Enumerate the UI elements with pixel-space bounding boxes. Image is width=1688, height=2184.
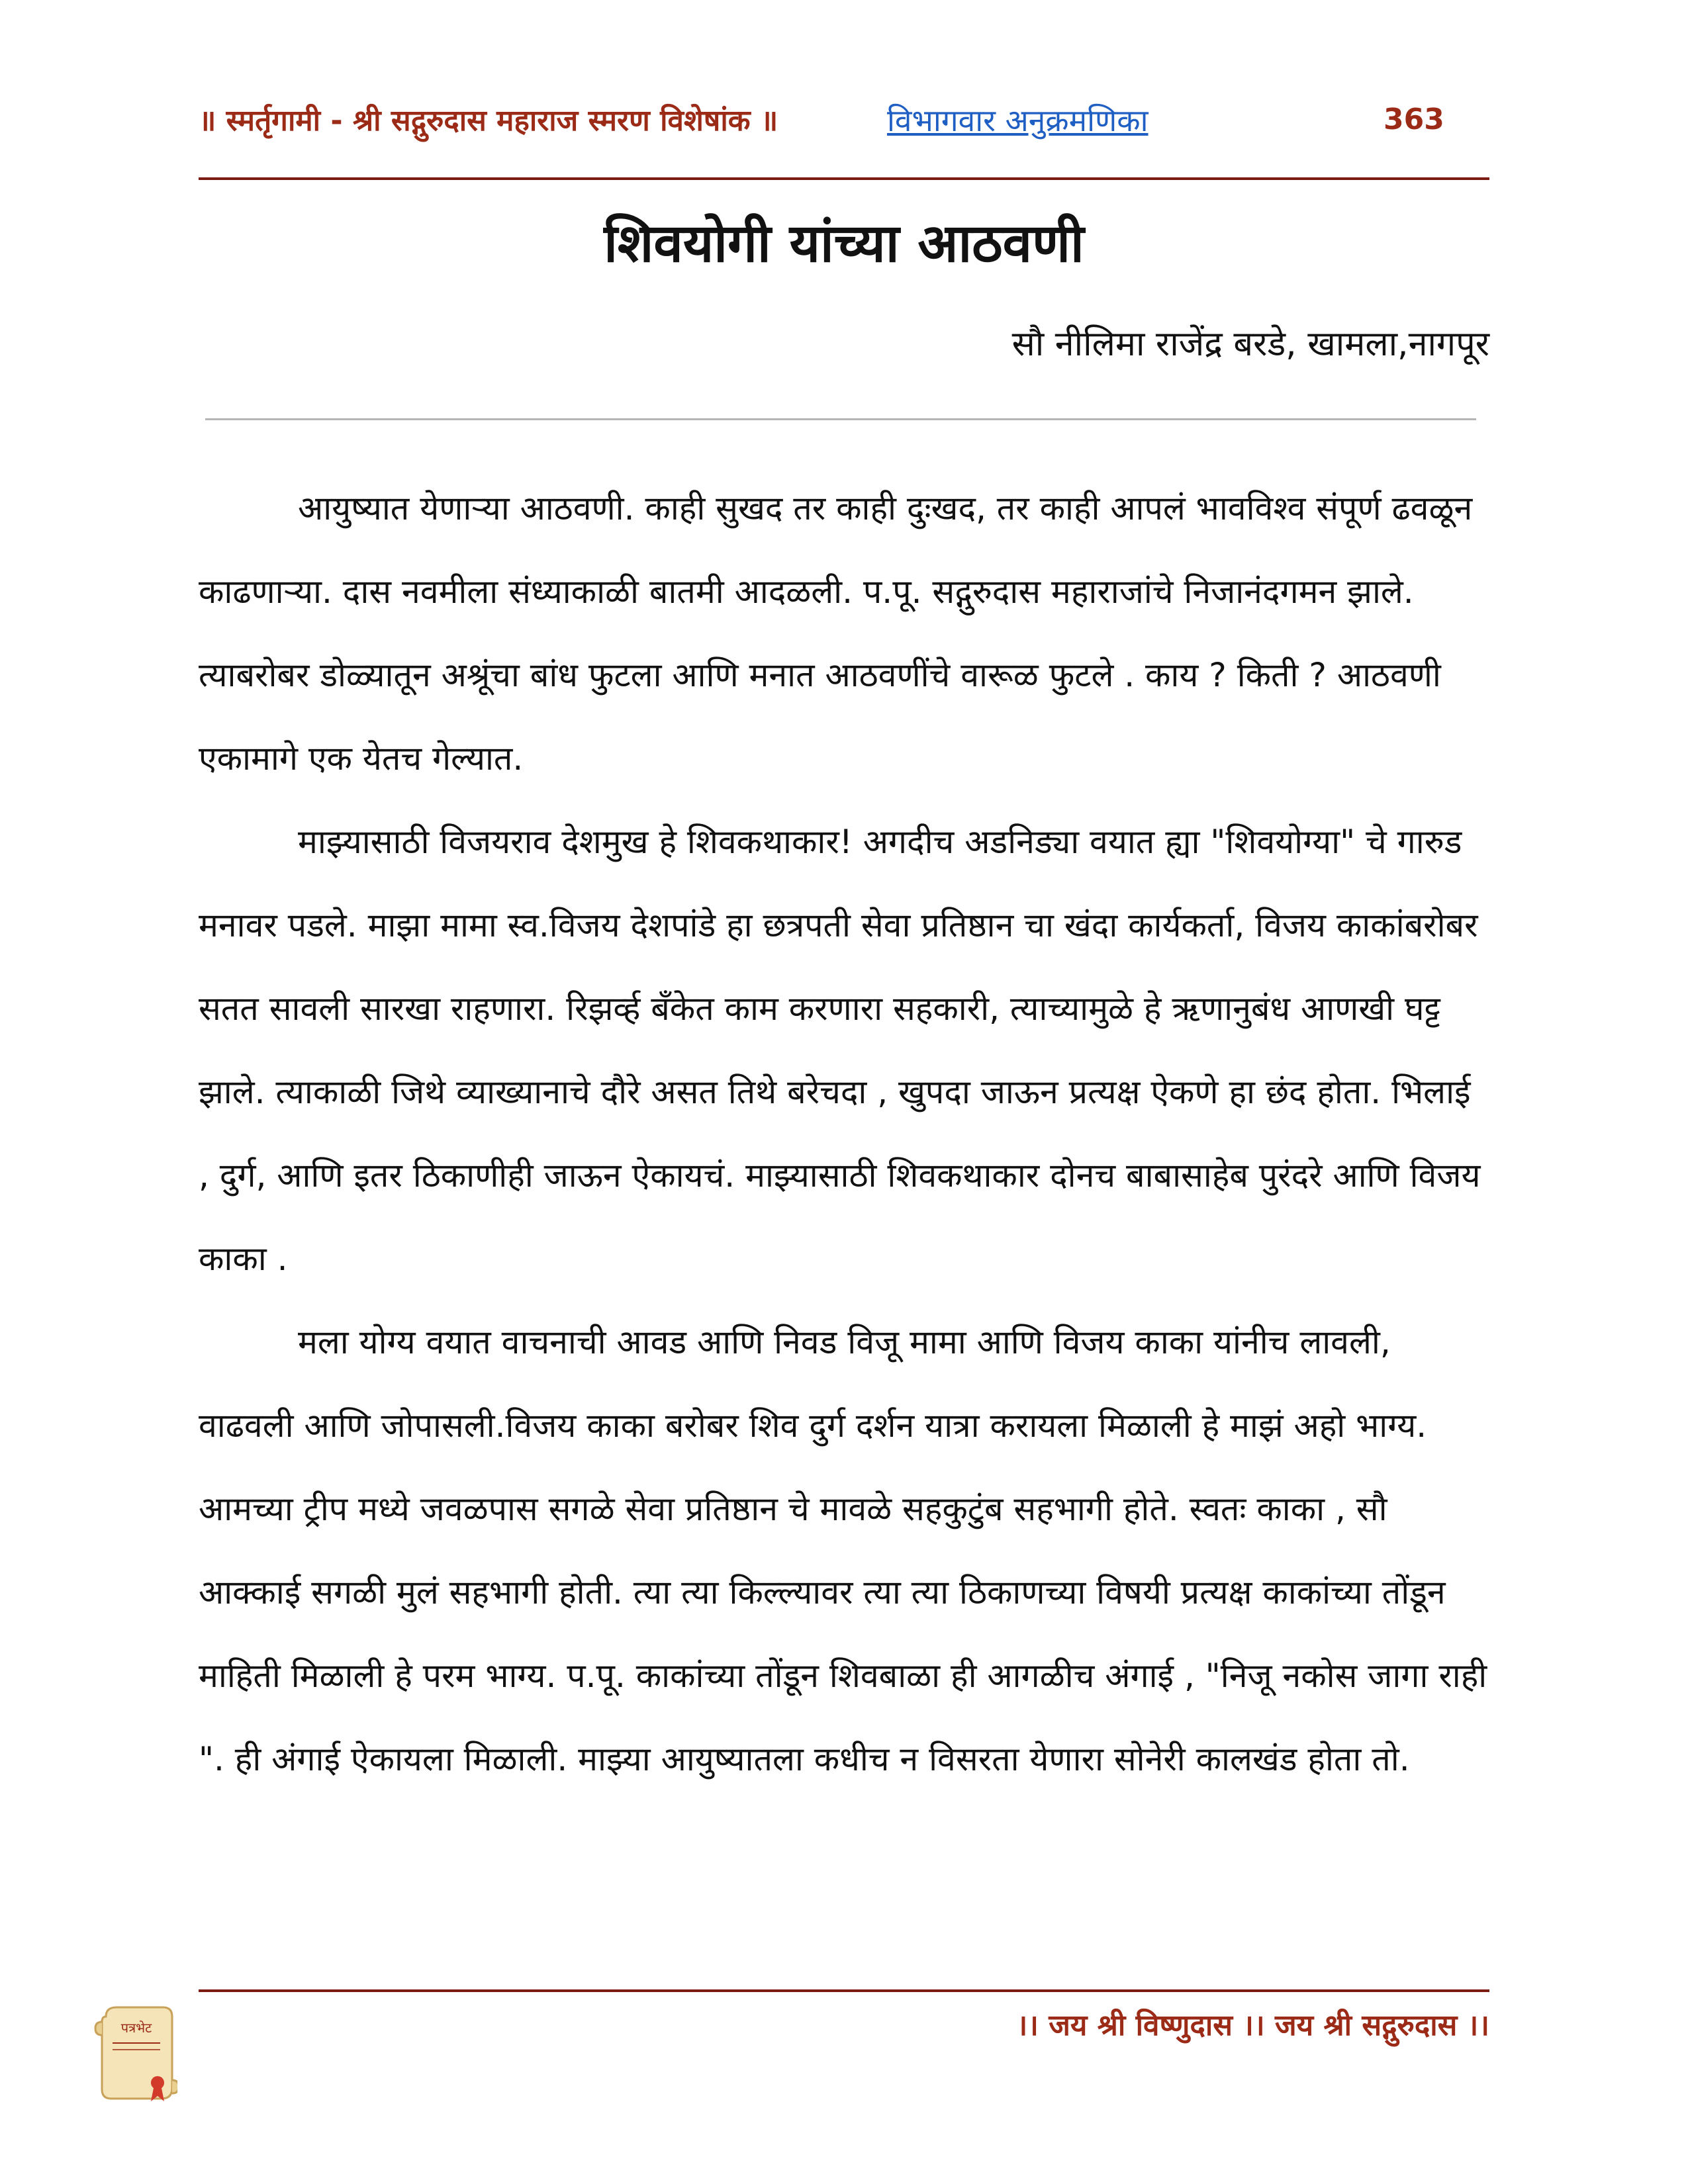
footer-slogan: ।। जय श्री विष्णुदास ।। जय श्री सद्गुरुदास ।।: [1016, 2009, 1489, 2042]
paragraph: माझ्यासाठी विजयराव देशमुख हे शिवकथाकार! अगदीच अडनिड्या वयात ह्या "शिवयोग्या" चे गारुड मनावर पडले. माझा मामा स्व.विजय देशपांडे हा छत्रपती सेवा प्रतिष्ठान चा खंदा कार्यकर्ता, विजय काकांबरोबर सतत सावली सारखा राहणारा. रिझर्व्ह बँकेत काम करणारा सहकारी, त्याच्यामुळे हे ऋणानुबंध आणखी घट्ट झाले. त्याकाळी जिथे व्याख्यानाचे दौरे असत तिथे बरेचदा , खुपदा जाऊन प्रत्यक्ष ऐकणे हा छंद होता. भिलाई , दुर्ग, आणि इतर ठिकाणीही जाऊन ऐकायचं. माझ्यासाठी शिवकथाकार दोनच बाबासाहेब पुरंदरे आणि विजय काका .: [199, 823, 1481, 1278]
svg-text:पत्रभेट: पत्रभेट: [120, 2020, 152, 2036]
page-number: 363: [1383, 103, 1444, 136]
magazine-title: ॥ स्मर्तृगामी - श्री सद्गुरुदास महाराज स्मरण विशेषांक ॥: [199, 104, 778, 138]
section-index-link[interactable]: विभागवार अनुक्रमणिका: [887, 103, 1149, 138]
paragraph: मला योग्य वयात वाचनाची आवड आणि निवड विजू मामा आणि विजय काका यांनीच लावली, वाढवली आणि जोपासली.विजय काका बरोबर शिव दुर्ग दर्शन यात्रा करायला मिळाली हे माझं अहो भाग्य. आमच्या ट्रीप मध्ये जवळपास सगळे सेवा प्रतिष्ठान चे मावळे सहकुटुंब सहभागी होते. स्वतः काका , सौ आक्काई सगळी मुलं सहभागी होती. त्या त्या किल्ल्यावर त्या त्या ठिकाणच्या विषयी प्रत्यक्ष काकांच्या तोंडून माहिती मिळाली हे परम भाग्य. प.पू. काकांच्या तोंडून शिवबाळा ही आगळीच अंगाई , "निजू नकोस जागा राही ". ही अंगाई ऐकायला मिळाली. माझ्या आयुष्यातला कधीच न विसरता येणारा सोनेरी कालखंड होता तो.: [199, 1323, 1487, 1778]
header-divider: [199, 177, 1489, 180]
footer-divider: [199, 1989, 1489, 1992]
patrabhet-logo-icon: [91, 2002, 177, 2108]
title-divider: [205, 418, 1476, 420]
paragraph: आयुष्यात येणाऱ्या आठवणी. काही सुखद तर काही दुःखद, तर काही आपलं भावविश्व संपूर्ण ढवळून काढणाऱ्या. दास नवमीला संध्याकाळी बातमी आदळली. प.पू. सद्गुरुदास महाराजांचे निजानंदगमन झाले. त्याबरोबर डोळ्यातून अश्रूंचा बांध फुटला आणि मनात आठवणींचे वारूळ फुटले . काय ? किती ? आठवणी एकामागे एक येतच गेल्यात.: [199, 489, 1473, 778]
article-author: सौ नीलिमा राजेंद्र बरडे, खामला,नागपूर: [1011, 324, 1489, 364]
article-title: शिवयोगी यांच्या आठवणी: [604, 212, 1084, 274]
article-body: [199, 467, 1489, 1801]
